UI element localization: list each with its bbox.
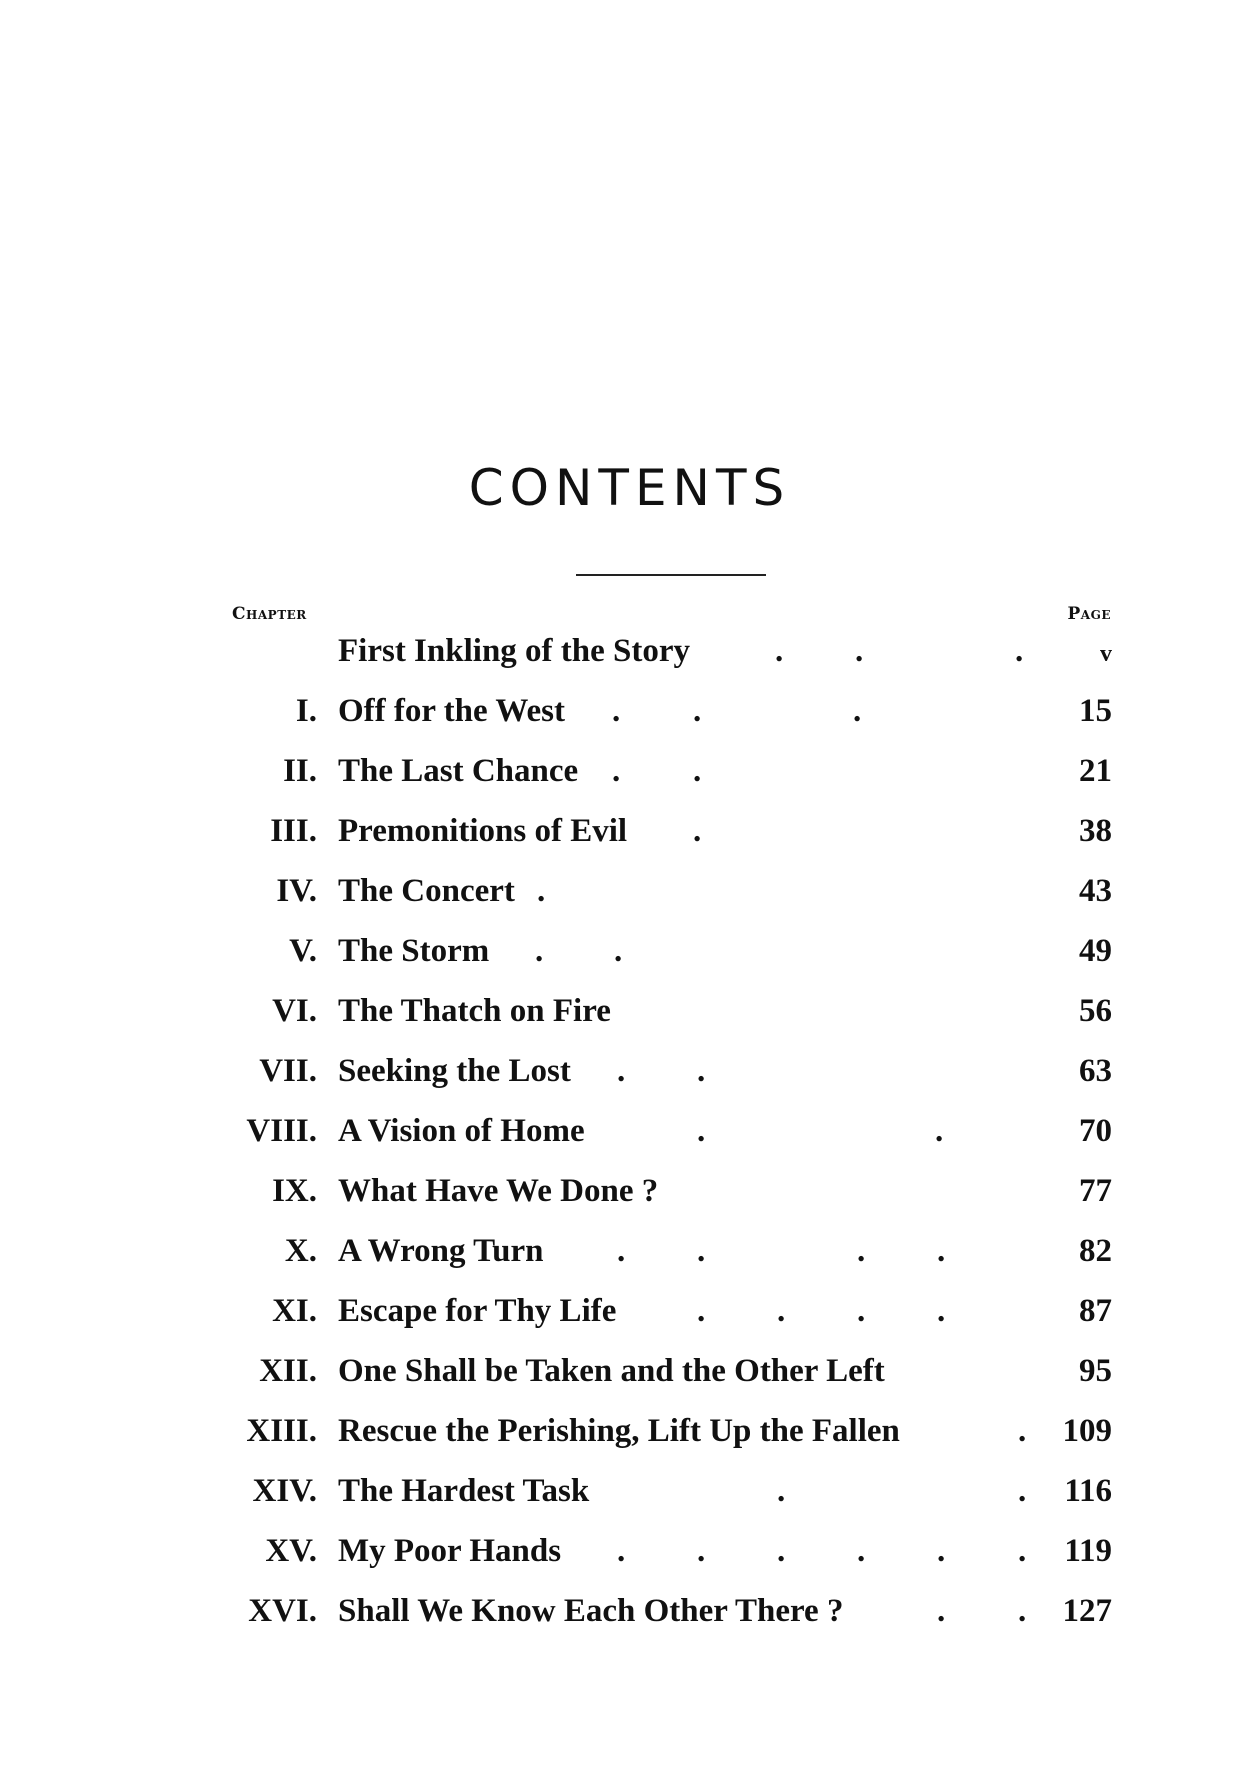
- page-number: 70: [1079, 1113, 1112, 1149]
- leader-dot: .: [693, 753, 702, 789]
- leader-dot: .: [857, 1233, 866, 1269]
- leader-dot: .: [612, 693, 621, 729]
- leader-dot: .: [612, 753, 621, 789]
- chapter-title: The Last Chance: [338, 753, 579, 789]
- chapter-column-header: Chapter: [232, 604, 307, 624]
- leader-dot: .: [937, 1233, 946, 1269]
- chapter-number: VII.: [259, 1053, 317, 1089]
- page-column-header: Page: [1067, 604, 1111, 624]
- leader-dots: [0, 693, 1259, 733]
- chapter-number: VIII.: [246, 1113, 317, 1149]
- leader-dots: [0, 873, 1259, 913]
- chapter-title: Escape for Thy Life: [338, 1293, 617, 1329]
- leader-dot: .: [537, 873, 546, 909]
- title-rule: [576, 574, 766, 576]
- table-of-contents: [0, 625, 1259, 1645]
- chapter-number: XV.: [265, 1533, 317, 1569]
- chapter-number: I.: [295, 693, 317, 729]
- page-number: 119: [1064, 1533, 1112, 1569]
- leader-dot: .: [697, 1053, 706, 1089]
- toc-entry: [0, 925, 1259, 985]
- leader-dot: .: [857, 1293, 866, 1329]
- leader-dots: [0, 1113, 1259, 1153]
- page-number: 38: [1079, 813, 1112, 849]
- toc-entry: [0, 625, 1259, 685]
- chapter-number: V.: [289, 933, 317, 969]
- leader-dot: .: [1018, 1473, 1027, 1509]
- chapter-title: My Poor Hands: [338, 1533, 562, 1569]
- leader-dot: .: [535, 933, 544, 969]
- leader-dot: .: [617, 1053, 626, 1089]
- toc-entry: [0, 865, 1259, 925]
- page-number: 49: [1079, 933, 1112, 969]
- leader-dots: [0, 633, 1259, 673]
- leader-dot: .: [1018, 1533, 1027, 1569]
- leader-dot: .: [697, 1293, 706, 1329]
- toc-entry: [0, 1585, 1259, 1645]
- chapter-number: IV.: [276, 873, 317, 909]
- page-number: v: [1100, 641, 1112, 667]
- leader-dot: .: [853, 693, 862, 729]
- toc-entry: [0, 1525, 1259, 1585]
- leader-dot: .: [937, 1533, 946, 1569]
- leader-dot: .: [937, 1293, 946, 1329]
- leader-dot: .: [777, 1533, 786, 1569]
- chapter-title: A Wrong Turn: [338, 1233, 544, 1269]
- chapter-title: The Hardest Task: [338, 1473, 590, 1509]
- chapter-number: X.: [284, 1233, 317, 1269]
- leader-dot: .: [617, 1233, 626, 1269]
- leader-dots: [0, 933, 1259, 973]
- chapter-number: XIV.: [252, 1473, 317, 1509]
- leader-dot: .: [614, 933, 623, 969]
- chapter-number: III.: [270, 813, 317, 849]
- toc-entry: [0, 1345, 1259, 1405]
- toc-entry: [0, 1285, 1259, 1345]
- leader-dot: .: [1018, 1593, 1027, 1629]
- page-number: 21: [1079, 753, 1112, 789]
- chapter-title: What Have We Done ?: [338, 1173, 659, 1209]
- chapter-number: VI.: [272, 993, 317, 1029]
- leader-dot: .: [775, 633, 784, 669]
- chapter-number: XVI.: [248, 1593, 317, 1629]
- chapter-title: The Storm: [338, 933, 490, 969]
- leader-dot: .: [693, 693, 702, 729]
- leader-dot: .: [617, 1533, 626, 1569]
- chapter-title: One Shall be Taken and the Other Left: [338, 1353, 885, 1389]
- page-number: 56: [1079, 993, 1112, 1029]
- chapter-number: II.: [283, 753, 317, 789]
- page-title: CONTENTS: [468, 459, 791, 517]
- toc-entry: [0, 1165, 1259, 1225]
- page-number: 116: [1064, 1473, 1112, 1509]
- toc-entry: [0, 1045, 1259, 1105]
- leader-dot: .: [935, 1113, 944, 1149]
- leader-dots: [0, 993, 1259, 1033]
- page-number: 127: [1062, 1593, 1112, 1629]
- toc-entry: [0, 1465, 1259, 1525]
- page-number: 15: [1079, 693, 1112, 729]
- chapter-title: First Inkling of the Story: [338, 633, 691, 669]
- leader-dots: [0, 1053, 1259, 1093]
- toc-entry: [0, 1105, 1259, 1165]
- chapter-title: The Concert: [338, 873, 515, 909]
- leader-dot: .: [855, 633, 864, 669]
- chapter-number: XI.: [272, 1293, 317, 1329]
- leader-dots: [0, 1173, 1259, 1213]
- chapter-title: Rescue the Perishing, Lift Up the Fallen: [338, 1413, 900, 1449]
- chapter-title: Premonitions of Evil: [338, 813, 628, 849]
- leader-dot: .: [697, 1233, 706, 1269]
- page-number: 87: [1079, 1293, 1112, 1329]
- leader-dot: .: [777, 1473, 786, 1509]
- leader-dot: .: [1015, 633, 1024, 669]
- leader-dots: [0, 753, 1259, 793]
- chapter-title: The Thatch on Fire: [338, 993, 611, 1029]
- leader-dot: .: [697, 1113, 706, 1149]
- leader-dot: .: [937, 1593, 946, 1629]
- leader-dots: [0, 1293, 1259, 1333]
- chapter-number: XIII.: [246, 1413, 317, 1449]
- chapter-title: Shall We Know Each Other There ?: [338, 1593, 844, 1629]
- leader-dot: .: [697, 1533, 706, 1569]
- page-number: 95: [1079, 1353, 1112, 1389]
- leader-dot: .: [777, 1293, 786, 1329]
- leader-dot: .: [693, 813, 702, 849]
- leader-dots: [0, 1233, 1259, 1273]
- chapter-title: Off for the West: [338, 693, 565, 729]
- chapter-number: XII.: [259, 1353, 317, 1389]
- leader-dot: .: [1018, 1413, 1027, 1449]
- page-number: 43: [1079, 873, 1112, 909]
- leader-dots: [0, 1353, 1259, 1393]
- leader-dot: .: [857, 1533, 866, 1569]
- chapter-title: Seeking the Lost: [338, 1053, 571, 1089]
- leader-dots: [0, 813, 1259, 853]
- page-number: 82: [1079, 1233, 1112, 1269]
- page-number: 63: [1079, 1053, 1112, 1089]
- toc-entry: [0, 805, 1259, 865]
- toc-entry: [0, 685, 1259, 745]
- toc-entry: [0, 745, 1259, 805]
- toc-entry: [0, 1225, 1259, 1285]
- chapter-number: IX.: [272, 1173, 317, 1209]
- toc-entry: [0, 1405, 1259, 1465]
- page-number: 77: [1079, 1173, 1112, 1209]
- chapter-title: A Vision of Home: [338, 1113, 585, 1149]
- toc-entry: [0, 985, 1259, 1045]
- page-number: 109: [1062, 1413, 1112, 1449]
